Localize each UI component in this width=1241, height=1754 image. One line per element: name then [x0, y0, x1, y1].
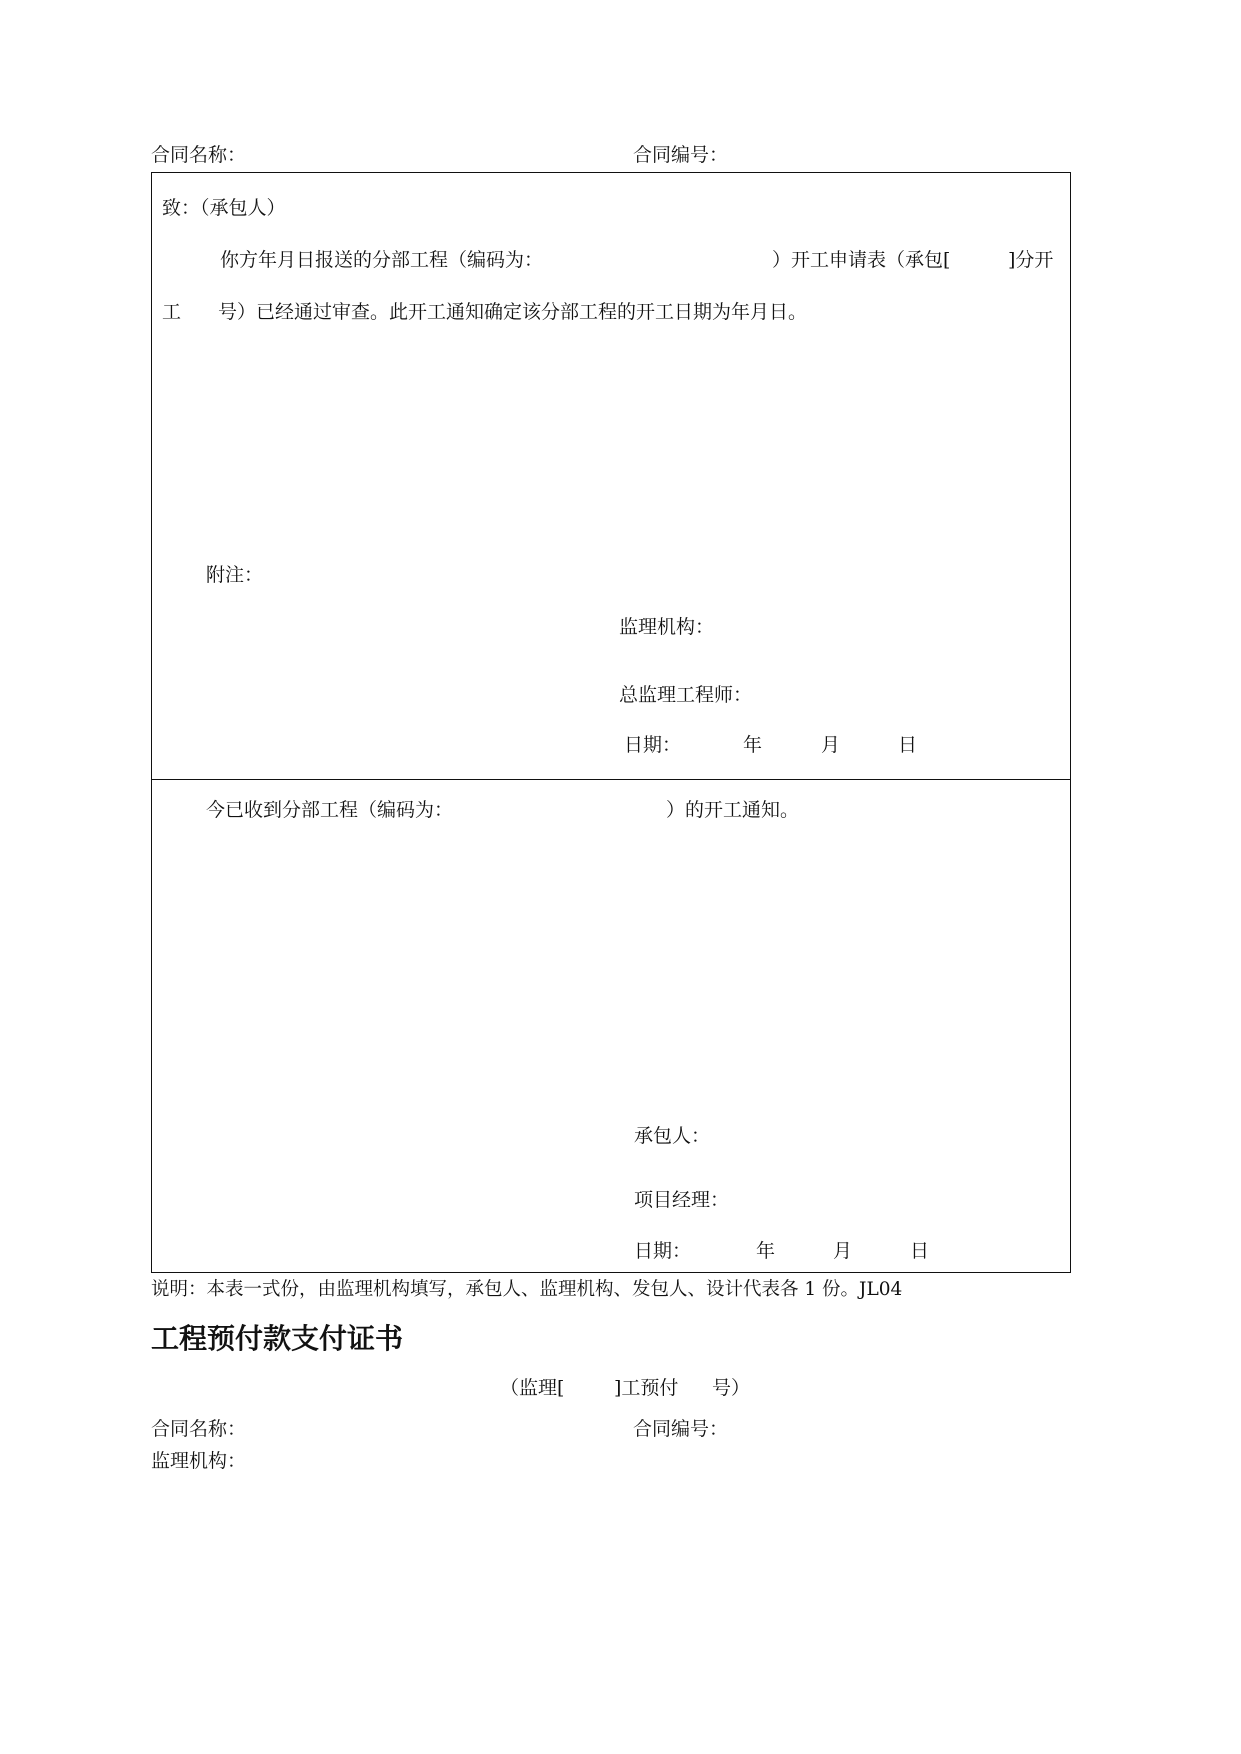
- notice-month-label: 月: [821, 734, 841, 756]
- second-contract-no-label: 合同编号：: [633, 1418, 729, 1440]
- notice-year-label: 年: [743, 734, 763, 756]
- contract-name-label: 合同名称：: [151, 144, 247, 166]
- notice-para-line1-b: ）开工申请表（承包[: [772, 249, 951, 271]
- attachment-label: 附注：: [206, 564, 264, 586]
- receipt-month-label: 月: [833, 1240, 853, 1262]
- second-form-code-b: ]工预付: [614, 1377, 679, 1399]
- contract-no-label: 合同编号：: [633, 144, 729, 166]
- receipt-text-a: 今已收到分部工程（编码为：: [206, 799, 454, 821]
- notice-date-label: 日期：: [624, 734, 682, 756]
- second-form-code-a: （监理[: [500, 1377, 565, 1399]
- receipt-date-label: 日期：: [634, 1240, 692, 1262]
- notice-form-box: [151, 172, 1071, 1273]
- notice-day-label: 日: [898, 734, 918, 756]
- notice-para-line1-a: 你方年月日报送的分部工程（编码为：: [220, 249, 544, 271]
- receipt-year-label: 年: [756, 1240, 776, 1262]
- notice-para-line2-a: 工: [162, 301, 182, 323]
- second-form-code-c: 号）: [712, 1377, 751, 1399]
- notice-para-line2-b: 号）已经通过审查。此开工通知确定该分部工程的开工日期为年月日。: [218, 301, 808, 323]
- second-contract-name-label: 合同名称：: [151, 1418, 247, 1440]
- form-divider: [151, 779, 1071, 780]
- notice-para-line1-c: ]分开: [1008, 249, 1054, 271]
- project-manager-label: 项目经理：: [634, 1189, 730, 1211]
- supervisor-org-label: 监理机构：: [619, 616, 715, 638]
- to-contractor-line: 致：（承包人）: [162, 197, 286, 219]
- form-footnote: 说明：本表一式份，由监理机构填写，承包人、监理机构、发包人、设计代表各 1 份。JL04: [151, 1279, 903, 1300]
- contractor-label: 承包人：: [634, 1125, 711, 1147]
- second-form-title: 工程预付款支付证书: [151, 1322, 404, 1355]
- receipt-text-b: ）的开工通知。: [666, 799, 800, 821]
- receipt-day-label: 日: [910, 1240, 930, 1262]
- chief-engineer-label: 总监理工程师：: [619, 684, 753, 706]
- second-supervisor-org-label: 监理机构：: [151, 1450, 247, 1472]
